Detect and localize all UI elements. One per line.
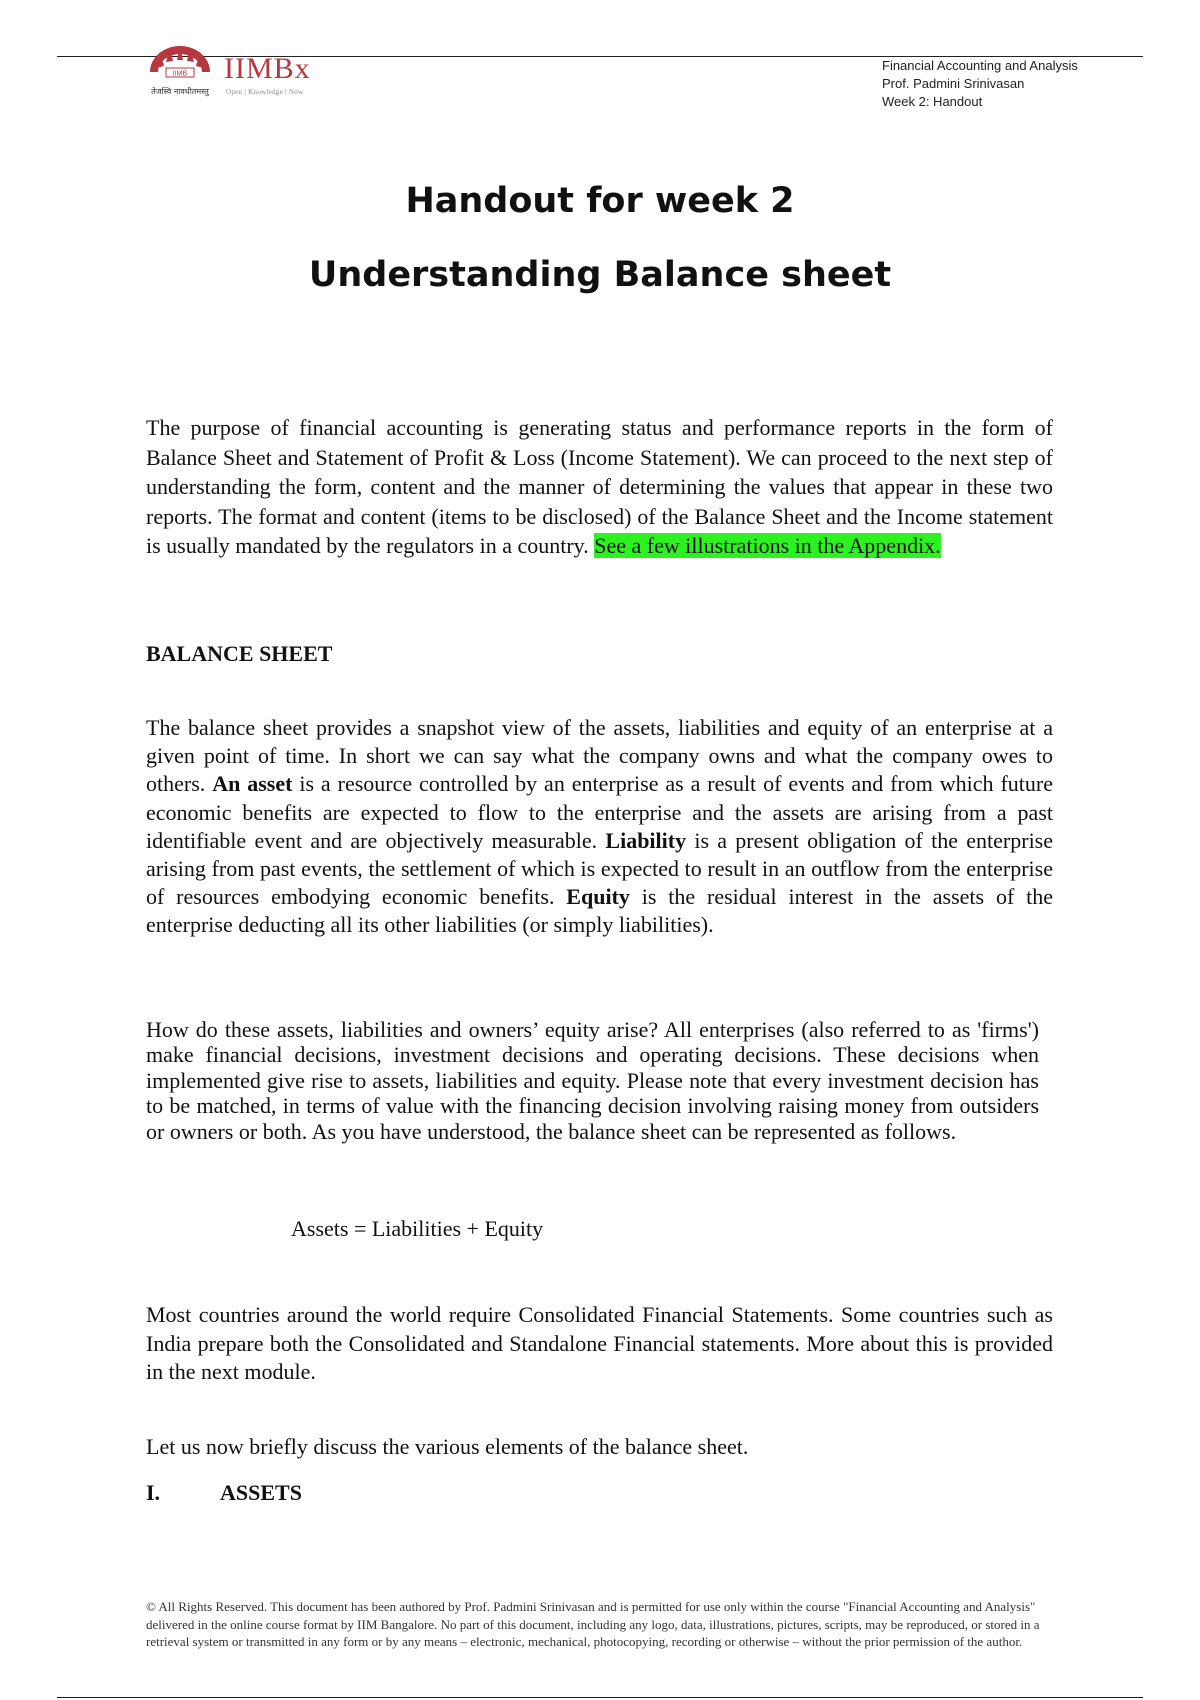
decisions-paragraph: How do these assets, liabilities and owners’ equity arise? All enterprises (also referred to as 'firms') make financial decisions, investment decisions and operating decisions. These decisions when implemented give rise to assets, liabilities and equity. Please note that every investment decision has to be matched, in terms of value with the financing decision involving raising money from outsiders or owners or both. As you have understood, the balance sheet can be represented as follows. — [146, 1017, 1039, 1144]
assets-section-number: I. — [146, 1480, 161, 1505]
copyright-footer: © All Rights Reserved. This document has been authored by Prof. Padmini Srinivasan and is permitted for use only within the course "Financial Accounting and Analysis" delivered in the online course format by IIM Bangalore. No part of this document, including any logo, data, illustrations, pictures, scripts, may be reproduced, or stored in a retrieval system or transmitted in any form or by any means – electronic, mechanical, photocopying, recording or otherwise – without the prior permission of the author. — [146, 1599, 1040, 1649]
handout-title: Handout for week 2 — [405, 181, 795, 221]
definitions-text-b: is a resource controlled by an enterprise as a result of events and from which future economic benefits are expected to flow to the enterprise and the assets are arising from a past identifiable event and are objectively measurable. — [146, 771, 1053, 853]
intro-text: The purpose of financial accounting is generating status and performance reports in the form of Balance Sheet and Statement of Profit & Loss (Income Statement). We can proceed to the next step of understanding the form, content and the manner of determining the values that appear in these two reports. The format and content (items to be disclosed) of the Balance Sheet and the Income statement is usually mandated by the regulators in a country. — [146, 415, 1053, 558]
logo-tagline: Open | Knowledge | Now — [226, 88, 304, 96]
appendix-highlight: See a few illustrations in the Appendix. — [594, 533, 941, 558]
elements-intro: Let us now briefly discuss the various elements of the balance sheet. — [146, 1434, 749, 1459]
iimb-seal-icon — [144, 42, 216, 100]
accounting-equation: Assets = Liabilities + Equity — [291, 1216, 544, 1241]
author-name: Prof. Padmini Srinivasan — [882, 76, 1025, 91]
iimbx-wordmark: IIMBx — [224, 52, 311, 85]
equity-term: Equity — [566, 884, 630, 910]
asset-term: An asset — [212, 771, 293, 797]
liability-term: Liability — [605, 827, 687, 853]
iimbx-logo — [144, 42, 324, 102]
week-label: Week 2: Handout — [882, 94, 983, 109]
intro-paragraph — [146, 413, 1053, 561]
definitions-text-d: is the residual interest in the assets of the enterprise deducting all its other liabilities (or simply liabilities). — [146, 884, 1053, 938]
definitions-text-c: is a present obligation of the enterprise arising from past events, the settlement of which is expected to result in an outflow from the enterprise of resources embodying economic benefits. — [146, 827, 1054, 910]
handout-subtitle: Understanding Balance sheet — [308, 255, 892, 295]
definitions-text-a: The balance sheet provides a snapshot view of the assets, liabilities and equity of an enterprise at a given point of time. In short we can say what the company owns and what the company owes to others. — [146, 715, 1053, 797]
definitions-paragraph — [146, 714, 1053, 940]
footer-rule — [57, 1697, 1143, 1698]
header-info — [882, 57, 1078, 111]
balance-sheet-heading: BALANCE SHEET — [146, 641, 333, 666]
course-name: Financial Accounting and Analysis — [882, 58, 1078, 73]
seal-caption: तेजस्वि नावधीतमस्तु — [151, 87, 209, 96]
consolidated-paragraph: Most countries around the world require Consolidated Financial Statements. Some countries such as India prepare both the Consolidated and Standalone Financial statements. More about this is provided in the next module. — [146, 1302, 1053, 1384]
assets-section-heading: ASSETS — [220, 1480, 302, 1505]
seal-text: IIMB — [172, 70, 188, 78]
